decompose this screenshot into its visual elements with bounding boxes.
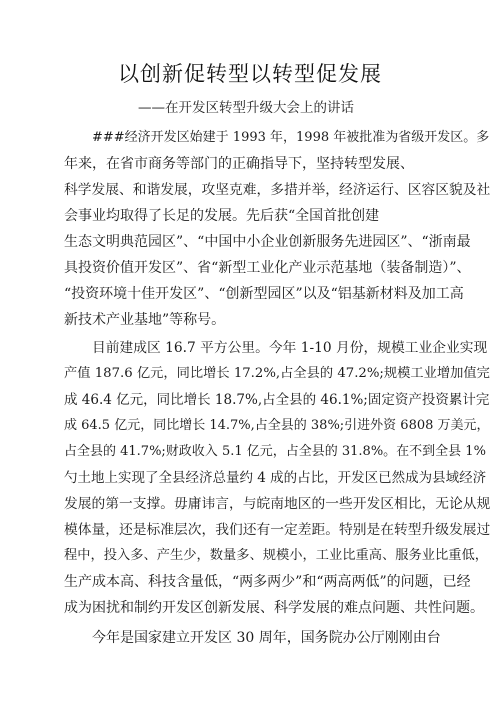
paragraph-line: 模体量，还是标准层次，我们还有一定差距。特别是在转型升级发展过 xyxy=(64,522,491,538)
paragraph-line: 成 64.5 亿元，同比增长 14.7%,占全县的 38%;引进外资 6808 万美元， xyxy=(64,418,490,433)
paragraph-line: 发展的第一支撑。毋庸讳言，与皖南地区的一些开发区相比，无论从规 xyxy=(64,496,491,512)
paragraph-line: 生产成本高、科技含量低，“两多两少”和“两高两低”的问题，已经 xyxy=(64,574,471,590)
paragraph-line: 具投资价值开发区”、省“新型工业化产业示范基地（装备制造）”、 xyxy=(64,260,471,276)
paragraph-line: 成为困扰和制约开发区创新发展、科学发展的难点问题、共性问题。 xyxy=(64,600,484,616)
paragraph-line: 新技术产业基地”等称号。 xyxy=(64,312,226,328)
paragraph-line: 会事业均取得了长足的发展。先后获“全国首批创建 xyxy=(64,208,380,224)
paragraph-line: 今年是国家建立开发区 30 周年，国务院办公厅刚刚由台 xyxy=(92,630,441,646)
paragraph-line: “投资环境十佳开发区”、“创新型园区”以及“铝基新材料及加工高 xyxy=(64,286,464,302)
paragraph-line: 占全县的 41.7%;财政收入 5.1 亿元，占全县的 31.8%。在不到全县 1% xyxy=(64,444,486,459)
paragraph-line: 成 46.4 亿元，同比增长 18.7%,占全县的 46.1%;固定资产投资累计完 xyxy=(64,392,490,408)
paragraph-line: 生态文明典范园区”、“中国中小企业创新服务先进园区”、“浙南最 xyxy=(64,234,471,250)
paragraph-line: 年来，在省市商务等部门的正确指导下，坚持转型发展、 xyxy=(64,156,414,172)
document-subtitle: ——在开发区转型升级大会上的讲话 xyxy=(138,100,354,116)
paragraph-line: 科学发展、和谐发展，攻坚克难，多措并举，经济运行、区容区貌及社 xyxy=(64,182,491,198)
paragraph-line: 目前建成区 16.7 平方公里。今年 1-10 月份，规模工业企业实现 xyxy=(92,340,488,356)
paragraph-line: ###经济开发区始建于 1993 年，1998 年被批准为省级开发区。多 xyxy=(92,130,490,145)
document-title: 以创新促转型以转型促发展 xyxy=(118,62,382,86)
paragraph-line: 程中，投入多、产生少，数量多、规模小，工业比重高、服务业比重低， xyxy=(64,548,489,563)
paragraph-line: 产值 187.6 亿元，同比增长 17.2%,占全县的 47.2%;规模工业增加值完 xyxy=(64,366,490,381)
paragraph-line: 勺土地上实现了全县经济总量约 4 成的占比，开发区已然成为县域经济 xyxy=(64,470,487,486)
